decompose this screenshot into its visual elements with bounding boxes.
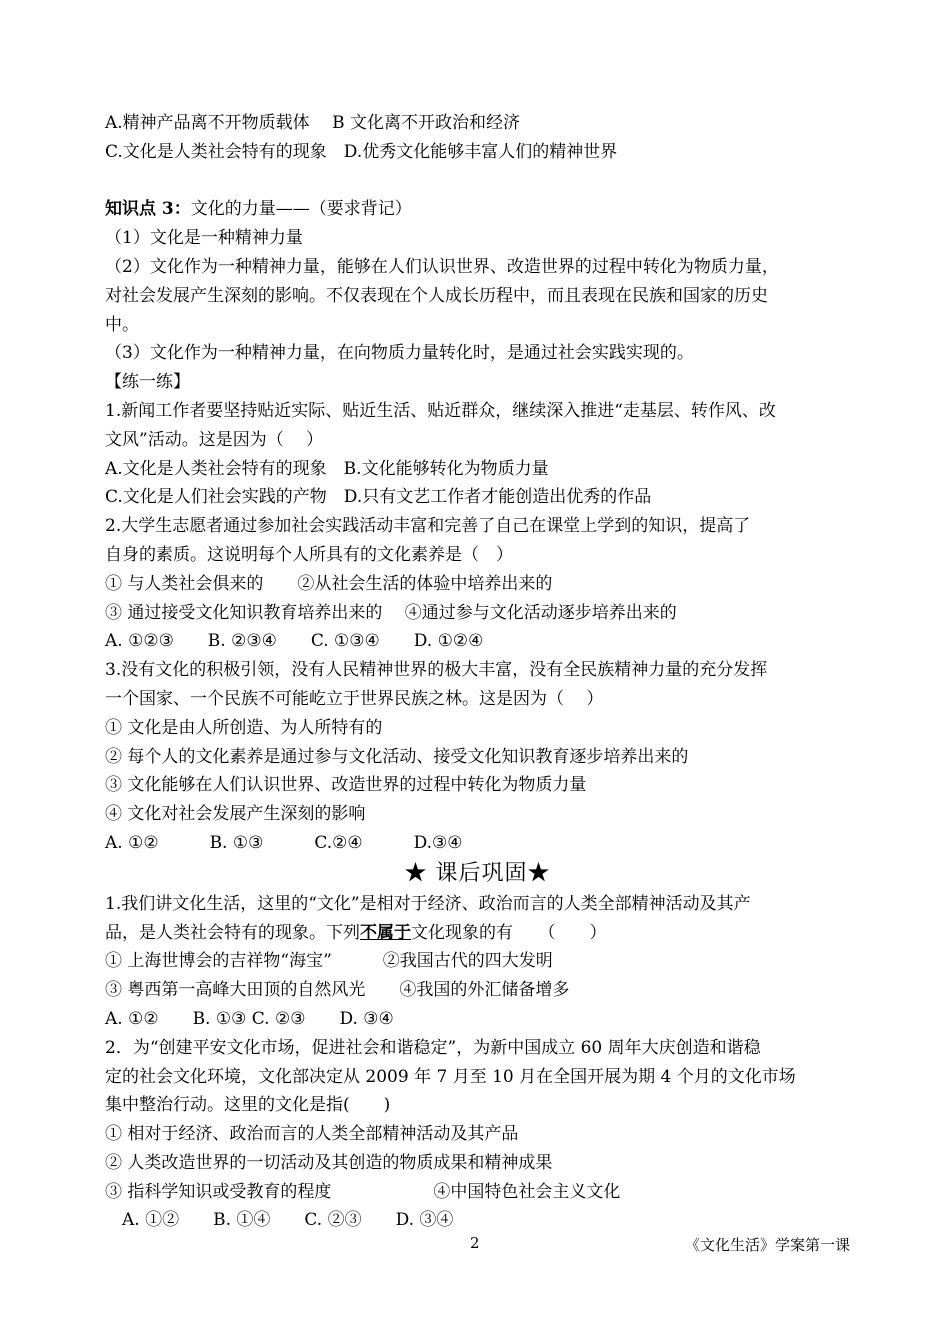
knowledge-point-title: 文化的力量——（要求背记） bbox=[190, 199, 412, 220]
review-q1-statements-34: ③ 粤西第一高峰大田顶的自然风光 ④我国的外汇储备增多 bbox=[105, 980, 570, 1001]
practice-q1-stem-line-2: 文风”活动。这是因为（ ） bbox=[105, 429, 324, 450]
review-q1-stem-line-1: 1.我们讲文化生活，这里的“文化”是相对于经济、政治而言的人类全部精神活动及其产 bbox=[105, 893, 751, 914]
practice-q3-statement-4: ④ 文化对社会发展产生深刻的影响 bbox=[105, 804, 366, 825]
practice-heading: 【练一练】 bbox=[105, 372, 190, 393]
practice-q3-stem-line-1: 3.没有文化的积极引领，没有人民精神世界的极大丰富，没有全民族精神力量的充分发挥 bbox=[105, 660, 768, 681]
knowledge-point-3-heading bbox=[105, 195, 850, 224]
practice-q3-statement-2: ② 每个人的文化素养是通过参与文化活动、接受文化知识教育逐步培养出来的 bbox=[105, 746, 689, 767]
review-q2-answers: A. ①② B. ①④ C. ②③ D. ③④ bbox=[105, 1210, 454, 1231]
knowledge-point-label: 知识点 3： bbox=[105, 199, 191, 220]
knowledge-point-item-2-line-1: （2）文化作为一种精神力量，能够在人们认识世界、改造世界的过程中转化为物质力量， bbox=[105, 256, 779, 277]
practice-q3-stem-line-2: 一个国家、一个民族不可能屹立于世界民族之林。这是因为（ ） bbox=[105, 688, 604, 709]
practice-q1-options-ab: A.文化是人类社会特有的现象 B.文化能够转化为物质力量 bbox=[105, 458, 549, 479]
review-q2-stem-line-3: 集中整治行动。这里的文化是指( ) bbox=[105, 1095, 391, 1116]
review-q1-statements-12: ① 上海世博会的吉祥物“海宝” ②我国古代的四大发明 bbox=[105, 951, 553, 972]
practice-q2-answers: A. ①②③ B. ②③④ C. ①③④ D. ①②④ bbox=[105, 631, 484, 652]
page-footer bbox=[105, 1234, 850, 1258]
knowledge-point-item-3: （3）文化作为一种精神力量，在向物质力量转化时，是通过社会实践实现的。 bbox=[105, 343, 694, 364]
document-body bbox=[105, 109, 850, 1235]
spacer bbox=[105, 167, 850, 196]
page-number: 2 bbox=[470, 1234, 480, 1252]
practice-q3-answers: A. ①② B. ①③ C.②④ D.③④ bbox=[105, 832, 463, 853]
practice-q1-options-cd: C.文化是人们社会实践的产物 D.只有文艺工作者才能创造出优秀的作品 bbox=[105, 487, 652, 508]
practice-q3-statement-3: ③ 文化能够在人们认识世界、改造世界的过程中转化为物质力量 bbox=[105, 775, 587, 796]
knowledge-point-item-2-line-2: 对社会发展产生深刻的影响。不仅表现在个人成长历程中，而且表现在民族和国家的历史 bbox=[105, 285, 768, 306]
practice-q2-statements-12: ① 与人类社会俱来的 ②从社会生活的体验中培养出来的 bbox=[105, 573, 553, 594]
review-q1-emphasis: 不属于 bbox=[360, 922, 411, 943]
review-q1-stem-suffix: 文化现象的有 （ ） bbox=[411, 922, 607, 943]
knowledge-point-item-2-line-3: 中。 bbox=[105, 314, 139, 335]
prev-question-options-ab: A.精神产品离不开物质载体 B 文化离不开政治和经济 bbox=[105, 113, 520, 133]
review-q1-answers: A. ①② B. ①③ C. ②③ D. ③④ bbox=[105, 1008, 394, 1029]
review-q2-statement-1: ① 相对于经济、政治而言的人类全部精神活动及其产品 bbox=[105, 1124, 519, 1145]
section-heading-review: ★ 课后巩固★ bbox=[404, 860, 551, 886]
review-q2-stem-line-2: 定的社会文化环境，文化部决定从 2009 年 7 月至 10 月在全国开展为期 4 个月的文化市场 bbox=[105, 1066, 796, 1087]
course-title: 《文化生活》学案第一课 bbox=[684, 1236, 850, 1254]
review-q1-stem-line-2 bbox=[105, 919, 850, 948]
review-q2-statement-2: ② 人类改造世界的一切活动及其创造的物质成果和精神成果 bbox=[105, 1152, 553, 1173]
review-q1-stem-prefix: 品，是人类社会特有的现象。下列 bbox=[105, 922, 360, 943]
practice-q3-statement-1: ① 文化是由人所创造、为人所特有的 bbox=[105, 717, 383, 738]
practice-q2-statements-34: ③ 通过接受文化知识教育培养出来的 ④通过参与文化活动逐步培养出来的 bbox=[105, 602, 677, 623]
review-q2-statements-34: ③ 指科学知识或受教育的程度 ④中国特色社会主义文化 bbox=[105, 1181, 621, 1202]
practice-q1-stem-line-1: 1.新闻工作者要坚持贴近实际、贴近生活、贴近群众，继续深入推进“走基层、转作风、改 bbox=[105, 400, 776, 421]
knowledge-point-item-1: （1）文化是一种精神力量 bbox=[105, 228, 303, 249]
prev-question-options-cd: C.文化是人类社会特有的现象 D.优秀文化能够丰富人们的精神世界 bbox=[105, 141, 618, 162]
review-q2-stem-line-1: 2．为“创建平安文化市场，促进社会和谐稳定”，为新中国成立 60 周年大庆创造和谐稳 bbox=[105, 1037, 761, 1058]
practice-q2-stem-line-2: 自身的素质。这说明每个人所具有的文化素养是（ ） bbox=[105, 544, 513, 565]
practice-q2-stem-line-1: 2.大学生志愿者通过参加社会实践活动丰富和完善了自己在课堂上学到的知识，提高了 bbox=[105, 516, 751, 537]
